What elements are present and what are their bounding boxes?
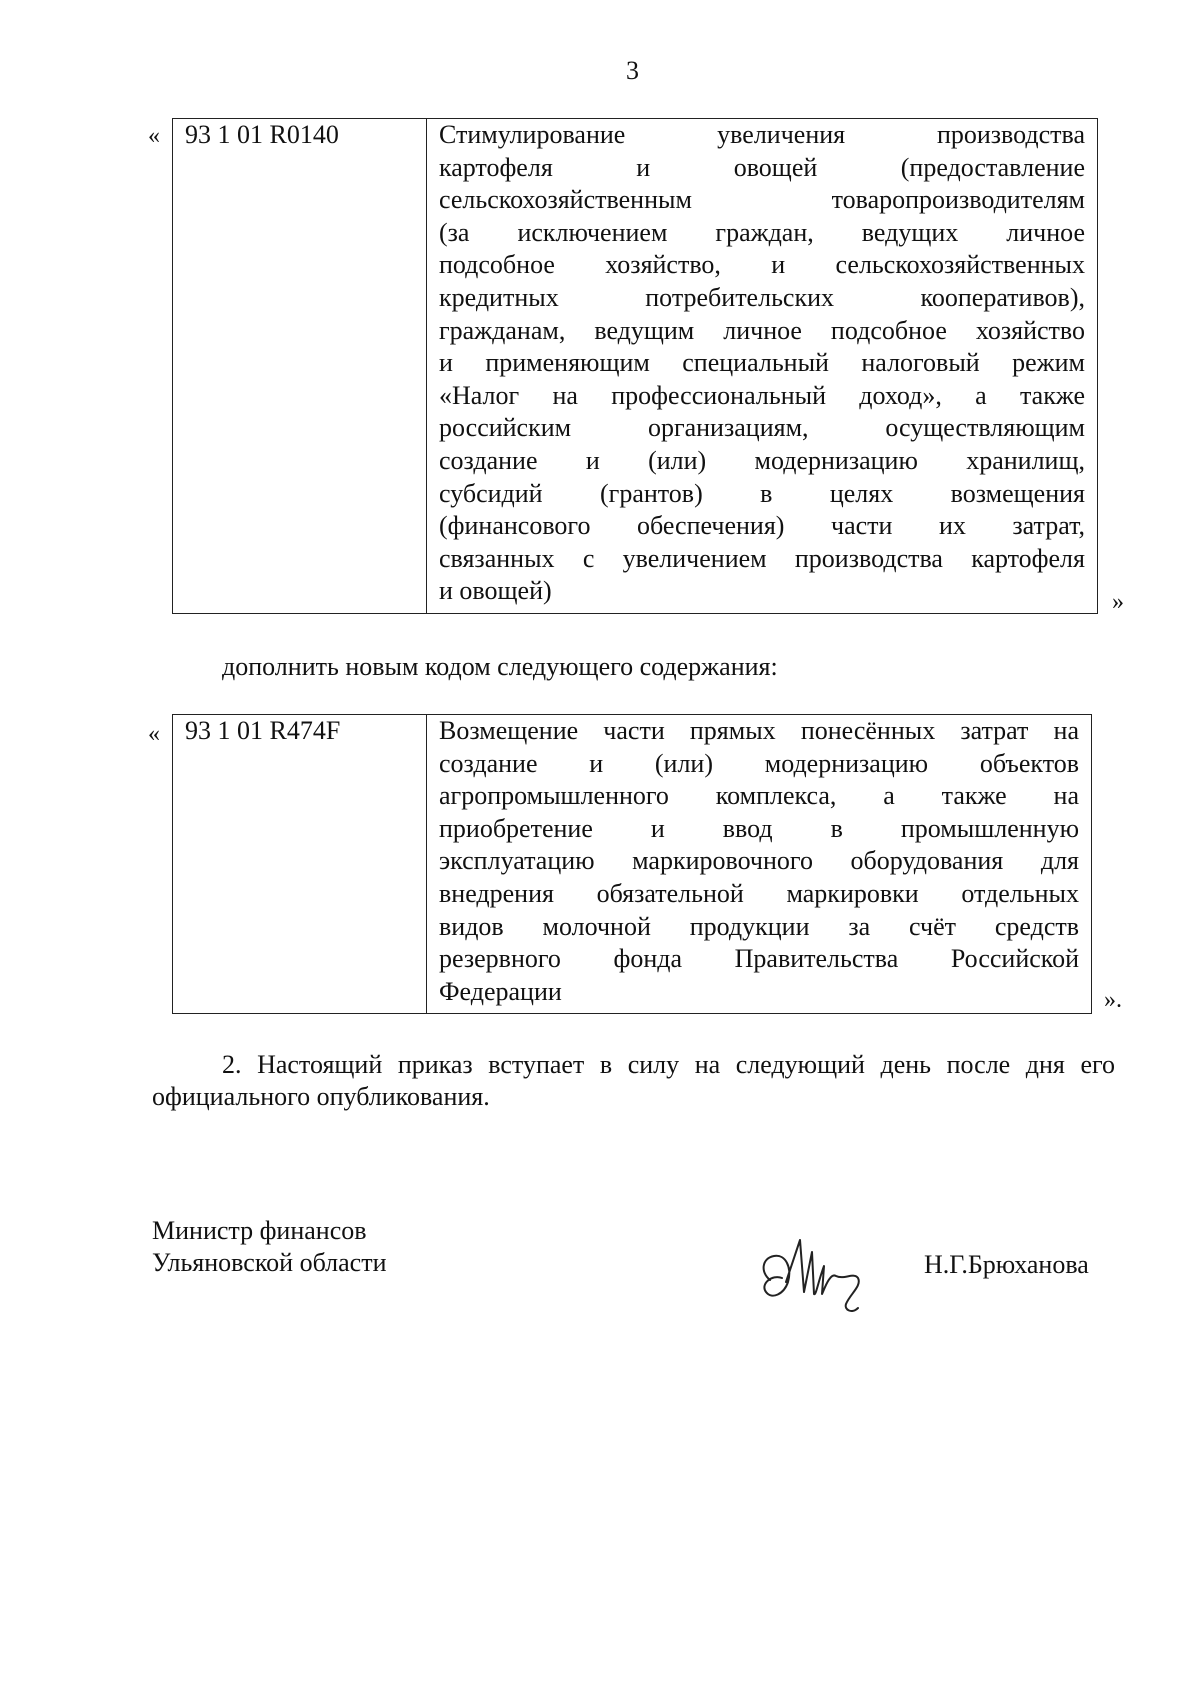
description-line-last: Федерации [439,976,562,1006]
description-line: российским организациям, осуществляющим [439,413,1085,443]
description-line: гражданам, ведущим личное подсобное хозяйство [439,315,1085,345]
signatory-name: Н.Г.Брюханова [924,1250,1089,1279]
description-line: резервного фонда Правительства Российской [439,944,1079,974]
page-number: 3 [626,56,639,85]
handwritten-signature [758,1232,868,1318]
description-line-last: и овощей) [439,576,552,606]
paragraph-2-line-1: 2. Настоящий приказ вступает в силу на следующий день после дня его [222,1050,1115,1079]
description-line: (финансового обеспечения) части их затрат, [439,511,1085,541]
close-quote-2: ». [1104,987,1122,1013]
description-line: и применяющим специальный налоговый режим [439,348,1085,378]
open-quote-1: « [148,123,160,149]
instruction-text: дополнить новым кодом следующего содержания: [222,652,778,681]
budget-code-cell: 93 1 01 R0140 [173,119,427,613]
code-table-1 [172,118,1098,614]
description-line: эксплуатацию маркировочного оборудования для [439,846,1079,876]
description-line: внедрения обязательной маркировки отдельных [439,878,1079,908]
description-line: (за исключением граждан, ведущих личное [439,217,1085,247]
description-line: Стимулирование увеличения производства [439,120,1085,149]
description-cell [427,715,1091,1013]
description-line: Возмещение части прямых понесённых затрат на [439,716,1079,745]
description-line: приобретение и ввод в промышленную [439,813,1079,843]
description-line: субсидий (грантов) в целях возмещения [439,478,1085,508]
description-line: агропромышленного комплекса, а также на [439,781,1079,811]
description-line: кредитных потребительских кооперативов), [439,282,1085,312]
signatory-position-line-2: Ульяновской области [152,1248,387,1277]
description-line: связанных с увеличением производства картофеля [439,543,1085,573]
description-cell [427,119,1097,613]
close-quote-1: » [1112,589,1124,615]
code-table-2 [172,714,1092,1014]
signatory-position-line-1: Министр финансов [152,1216,367,1245]
description-line: создание и (или) модернизацию объектов [439,748,1079,778]
description-line: сельскохозяйственным товаропроизводителям [439,185,1085,215]
description-line: создание и (или) модернизацию хранилищ, [439,445,1085,475]
description-line: картофеля и овощей (предоставление [439,152,1085,182]
description-line: подсобное хозяйство, и сельскохозяйственных [439,250,1085,280]
description-line: «Налог на профессиональный доход», а также [439,380,1085,410]
description-line: видов молочной продукции за счёт средств [439,911,1079,941]
budget-code-cell: 93 1 01 R474F [173,715,427,1013]
paragraph-2-line-2: официального опубликования. [152,1082,490,1111]
open-quote-2: « [148,721,160,747]
